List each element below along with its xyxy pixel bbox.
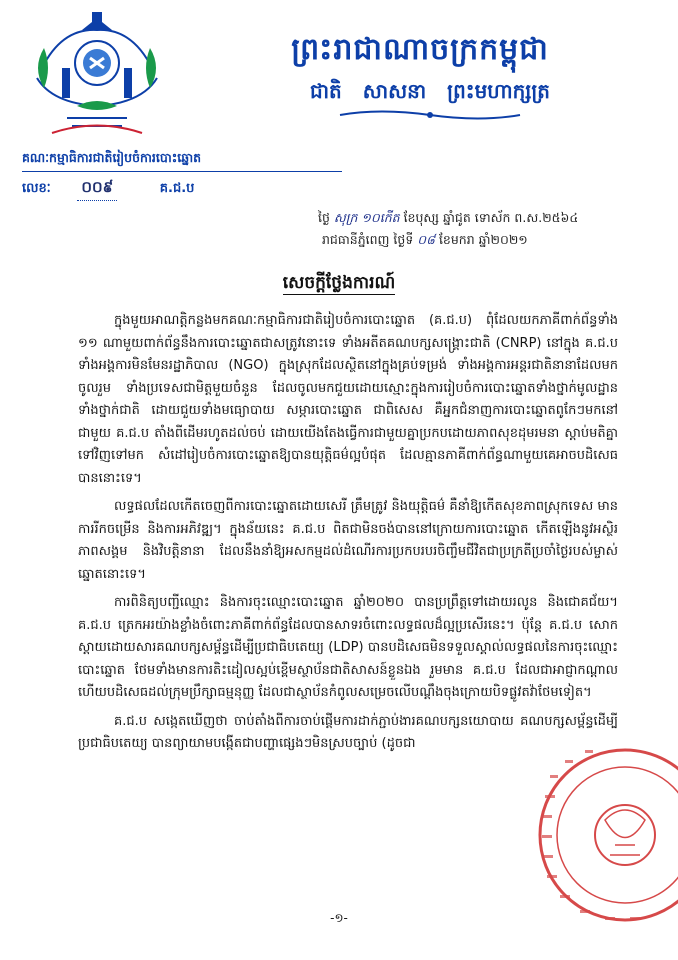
ref-number: ០០៩ [77, 178, 117, 201]
paragraph: ការពិនិត្យបញ្ជីឈ្មោះ និងការចុះឈ្មោះបោះឆ្នោត ឆ្នាំ២០២០ បានប្រព្រឹត្តទៅដោយរលូន និងជោគជ័យ។ គ.ជ.ប ត្រេកអរយ៉ាងខ្លាំងចំពោះភាគីពាក់ព័ន្ធដែលបានសាទរចំពោះលទ្ធផលដ៏ល្អប្រសើរនេះ។ ប៉ុន្តែ គ.ជ.ប សោកស្តាយដោយសារគណបក្សសម្ព័ន្ធដើម្បីប្រជាធិបតេយ្យ (LDP) បានបដិសេធមិនទទួលស្គាល់លទ្ធផលនៃការចុះឈ្មោះបោះឆ្នោត ថែមទាំងមានការតិះដៀលស្អប់ខ្ពើមស្ថាប័នជាតិសាសន៍ខ្លួនឯង រួមមាន គ.ជ.ប ដែលជាអាជ្ញាកណ្តាល ហើយបដិសេធដល់ក្រុមប្រឹក្សាធម្មនុញ្ញ ដែលជាស្ថាប័នកំពូលសម្រេចលើបណ្តឹងចុងក្រោយបិទផ្លូវតវ៉ាថែមទៀត។ [78, 595, 618, 700]
lunar-rest: ខែបុស្ស ឆ្នាំជូត ទោស័ក ព.ស.២៥៦៤ [403, 210, 579, 225]
page-number: -១- [330, 911, 348, 925]
paragraph: ក្នុងមួយអាណត្តិកន្លងមកគណៈកម្មាធិការជាតិរៀបចំការបោះឆ្នោត (គ.ជ.ប) ពុំដែលយកភាគីពាក់ព័ន្ធទាំង ១១ ណាមួយពាក់ព័ន្ធនឹងការបោះឆ្នោតជាសត្រូវនោះទេ ទាំងអតីតគណបក្សសង្គ្រោះជាតិ (CNRP) នៅក្នុង គ.ជ.ប ទាំងអង្គការមិនមែនរដ្ឋាភិបាល (NGO) ក្នុងស្រុកដែលស្ថិតនៅក្នុងគ្រប់ទម្រង់ ទាំងអង្គការអន្តរជាតិនានាដែលមកចូលរួម ទាំងប្រទេសជាមិត្តមួយចំនួន ដែលចូលមកជួយដោយស្មោះក្នុងការរៀបចំការបោះឆ្នោតទាំងថ្នាក់មូលដ្ឋាន ទាំងថ្នាក់ជាតិ ដោយជួយទាំងមធ្យោបាយ សម្ភារបោះឆ្នោត ជាពិសេស គឺអ្នកជំនាញការបោះឆ្នោតពូកែៗមកនៅជាមួយ គ.ជ.ប តាំងពីដើមរហូតដល់ចប់ ដោយយើងតែងធ្វើការជាមួយគ្នាប្រកបដោយភាពសុខដុមរមនា ស្តាប់មតិគ្នាទៅវិញទៅមក សំដៅរៀបចំការបោះឆ្នោតឱ្យបានយុត្តិធម៌ល្អបំផុត ដែលគ្មានភាគីពាក់ព័ន្ធណាមួយគេអាចបដិសេធបាននោះទេ។ [78, 313, 618, 486]
lunar-prefix: ថ្ងៃ [318, 210, 330, 225]
solar-handwritten: ០៨ [417, 232, 435, 247]
lunar-handwritten: សុក្រ ១០កើត [333, 210, 400, 225]
ref-suffix: គ.ជ.ប [159, 181, 195, 196]
paragraph: លទ្ធផលដែលកើតចេញពីការបោះឆ្នោតដោយសេរី ត្រឹមត្រូវ និងយុត្តិធម៌ គឺនាំឱ្យកើតសុខភាពស្រុកទេស មានការរីកចម្រើន និងការអភិវឌ្ឍ។ ក្នុងន័យនេះ គ.ជ.ប ពិតជាមិនចង់បាននៅក្រោយការបោះឆ្នោត កើតឡើងនូវអស្ថិរភាពសង្គម និងវិបត្តិនានា ដែលនឹងនាំឱ្យអសកម្មដល់ដំណើរការប្រកបរបរចិញ្ចឹមជីវិតជាប្រក្រតីប្រចាំថ្ងៃរបស់ម្ចាស់ឆ្នោតនោះទេ។ [78, 499, 618, 582]
statement-body [78, 310, 618, 762]
nec-emblem-icon [22, 8, 172, 138]
solar-rest: ខែមករា ឆ្នាំ២០២១ [438, 232, 528, 247]
statement-title [0, 272, 678, 297]
ornament-divider [330, 108, 530, 122]
solar-date-line [322, 232, 528, 251]
statement-title-text: សេចក្តីថ្លែងការណ៍ [282, 273, 396, 293]
ref-label: លេខៈ [22, 181, 51, 196]
kingdom-heading: ព្រះរាជាណាចក្រកម្ពុជា [291, 32, 549, 67]
solar-prefix: រាជធានីភ្នំពេញ ថ្ងៃទី [322, 232, 414, 247]
reference-number-row [22, 178, 194, 201]
paragraph: គ.ជ.ប សង្កេតឃើញថា ចាប់តាំងពីការចាប់ផ្តើមការដាក់ភ្ជាប់ងារគណបក្សនយោបាយ គណបក្សសម្ព័ន្ធដើម្បីប្រជាធិបតេយ្យ បានព្យាយាមបង្កើតជាបញ្ហាផ្សេងៗមិនស្របច្បាប់ (ដូចជា [78, 713, 618, 751]
organization-name: គណៈកម្មាធិការជាតិរៀបចំការបោះឆ្នោត [22, 150, 342, 172]
national-motto: ជាតិ សាសនា ព្រះមហាក្សត្រ [310, 79, 550, 103]
official-seal-stamp [505, 705, 678, 930]
lunar-date-line [318, 210, 578, 229]
